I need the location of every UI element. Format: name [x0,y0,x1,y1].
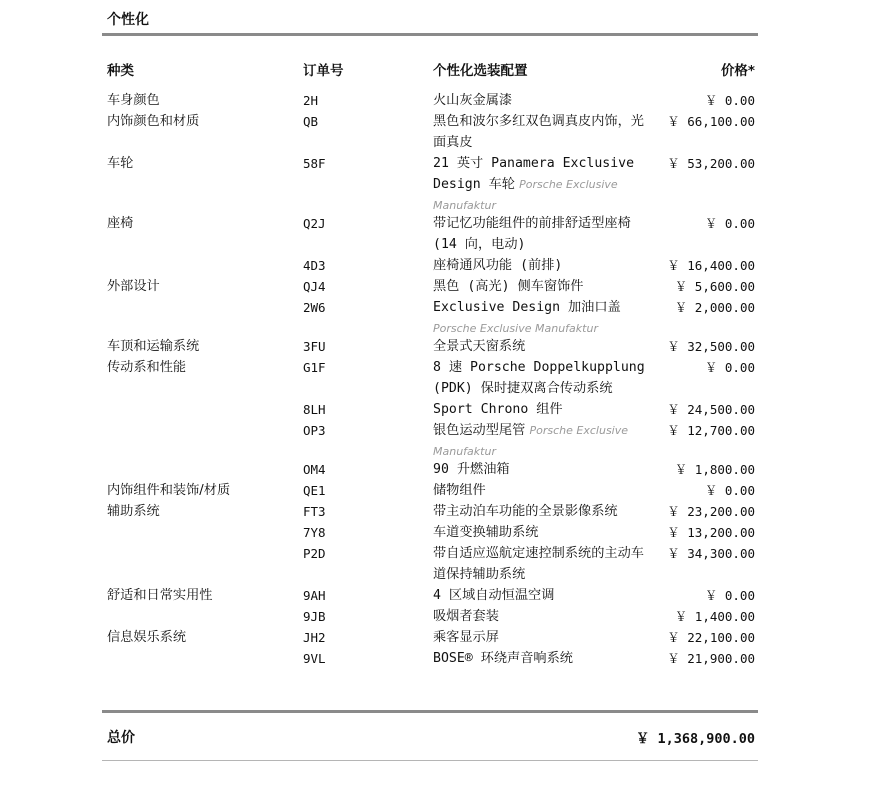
row-option-text: 带记忆功能组件的前排舒适型座椅 (14 向，电动) [433,216,631,252]
row-price: ￥ 0.00 [704,93,755,108]
row-option [433,648,648,669]
row-category: 座椅 [107,216,134,231]
row-price: ￥ 1,400.00 [674,609,755,624]
row-category: 车顶和运输系统 [107,339,200,354]
row-category: 车轮 [107,156,134,171]
row-price: ￥ 5,600.00 [674,279,755,294]
table-row [0,111,870,153]
row-order-code: QJ4 [303,279,326,294]
row-category: 信息娱乐系统 [107,630,187,645]
row-option-text: 带主动泊车功能的全景影像系统 [433,504,618,519]
total-value: ￥ 1,368,900.00 [635,731,755,747]
row-option-text: 吸烟者套装 [433,609,499,624]
row-category: 内饰颜色和材质 [107,114,200,129]
table-row [0,336,870,357]
table-row [0,543,870,585]
row-order-code: QE1 [303,483,326,498]
row-order-code: Q2J [303,216,326,231]
row-price: ￥ 16,400.00 [667,258,755,273]
row-option-text: 黑色和波尔多红双色调真皮内饰，光面真皮 [433,114,644,150]
row-option [433,606,648,627]
row-option-text: 车道变换辅助系统 [433,525,539,540]
row-option-note: Porsche Exclusive Manufaktur [433,178,618,212]
table-row [0,627,870,648]
row-price: ￥ 0.00 [704,360,755,375]
row-price: ￥ 34,300.00 [667,546,755,561]
row-order-code: 2H [303,93,319,108]
header-order-number: 订单号 [303,63,344,79]
row-option-text: 带自适应巡航定速控制系统的主动车道保持辅助系统 [433,546,644,582]
table-row [0,213,870,255]
row-option [433,297,648,339]
table-row [0,255,870,276]
row-option [433,501,648,522]
row-option [433,336,648,357]
row-option-text: 4 区域自动恒温空调 [433,588,555,603]
row-category: 外部设计 [107,279,160,294]
row-price: ￥ 12,700.00 [667,423,755,438]
row-price: ￥ 66,100.00 [667,114,755,129]
row-price: ￥ 53,200.00 [667,156,755,171]
section-title: 个性化 [107,12,149,28]
row-option-text: 座椅通风功能 (前排) [433,258,563,273]
row-option-note: Porsche Exclusive Manufaktur [433,424,629,458]
row-order-code: JH2 [303,630,326,645]
row-order-code: 3FU [303,339,326,354]
row-price: ￥ 0.00 [704,216,755,231]
row-price: ￥ 1,800.00 [674,462,755,477]
table-row [0,297,870,336]
header-price: 价格* [720,63,755,79]
row-option-text: 全景式天窗系统 [433,339,526,354]
row-option-text: 储物组件 [433,483,486,498]
row-order-code: 7Y8 [303,525,326,540]
table-row [0,153,870,213]
table-row [0,420,870,459]
row-order-code: 9VL [303,651,326,666]
row-option-text: 银色运动型尾管 [433,423,526,438]
row-order-code: G1F [303,360,326,375]
row-price: ￥ 23,200.00 [667,504,755,519]
row-option-text: Sport Chrono 组件 [433,402,563,417]
row-order-code: 8LH [303,402,326,417]
row-option [433,522,648,543]
row-option-text: 乘客显示屏 [433,630,499,645]
table-row [0,501,870,522]
table-row [0,357,870,399]
table-row [0,90,870,111]
row-price: ￥ 22,100.00 [667,630,755,645]
row-option [433,420,648,462]
top-divider [102,33,758,36]
table-row [0,459,870,480]
row-order-code: OM4 [303,462,326,477]
row-option [433,255,648,276]
row-option [433,627,648,648]
row-option-text: BOSE® 环绕声音响系统 [433,651,573,666]
row-order-code: 2W6 [303,300,326,315]
row-option [433,153,648,216]
row-option-text: 火山灰金属漆 [433,93,513,108]
row-order-code: FT3 [303,504,326,519]
options-table [0,90,870,669]
row-order-code: P2D [303,546,326,561]
row-option-text: 黑色 (高光) 侧车窗饰件 [433,279,584,294]
row-option-text: Exclusive Design 加油口盖 [433,300,621,315]
row-category: 舒适和日常实用性 [107,588,213,603]
row-option [433,276,648,297]
row-price: ￥ 13,200.00 [667,525,755,540]
table-row [0,585,870,606]
table-row [0,276,870,297]
row-price: ￥ 0.00 [704,483,755,498]
row-option [433,357,648,399]
total-label: 总价 [107,730,135,746]
row-price: ￥ 24,500.00 [667,402,755,417]
total-divider-top [102,710,758,713]
table-row [0,606,870,627]
row-price: ￥ 21,900.00 [667,651,755,666]
row-category: 内饰组件和装饰/材质 [107,483,231,498]
row-order-code: 9JB [303,609,326,624]
row-option [433,543,648,585]
total-divider-bottom [102,760,758,761]
table-row [0,648,870,669]
row-option-text: 90 升燃油箱 [433,462,510,477]
row-option [433,480,648,501]
table-row [0,480,870,501]
row-order-code: OP3 [303,423,326,438]
row-category: 辅助系统 [107,504,160,519]
header-category: 种类 [107,63,134,79]
row-order-code: QB [303,114,319,129]
row-price: ￥ 2,000.00 [674,300,755,315]
row-option [433,90,648,111]
row-order-code: 4D3 [303,258,326,273]
row-option [433,585,648,606]
row-option [433,459,648,480]
row-option-text: 8 速 Porsche Doppelkupplung (PDK) 保时捷双离合传动系统 [433,360,645,396]
row-price: ￥ 32,500.00 [667,339,755,354]
row-order-code: 58F [303,156,326,171]
row-order-code: 9AH [303,588,326,603]
row-option [433,111,648,153]
row-option-note: Porsche Exclusive Manufaktur [433,322,598,335]
row-option [433,399,648,420]
table-row [0,522,870,543]
row-price: ￥ 0.00 [704,588,755,603]
row-option-text: 21 英寸 Panamera Exclusive Design 车轮 [433,156,635,192]
row-option [433,213,648,255]
table-row [0,399,870,420]
row-category: 车身颜色 [107,93,160,108]
row-category: 传动系和性能 [107,360,187,375]
header-option: 个性化选装配置 [433,63,528,79]
